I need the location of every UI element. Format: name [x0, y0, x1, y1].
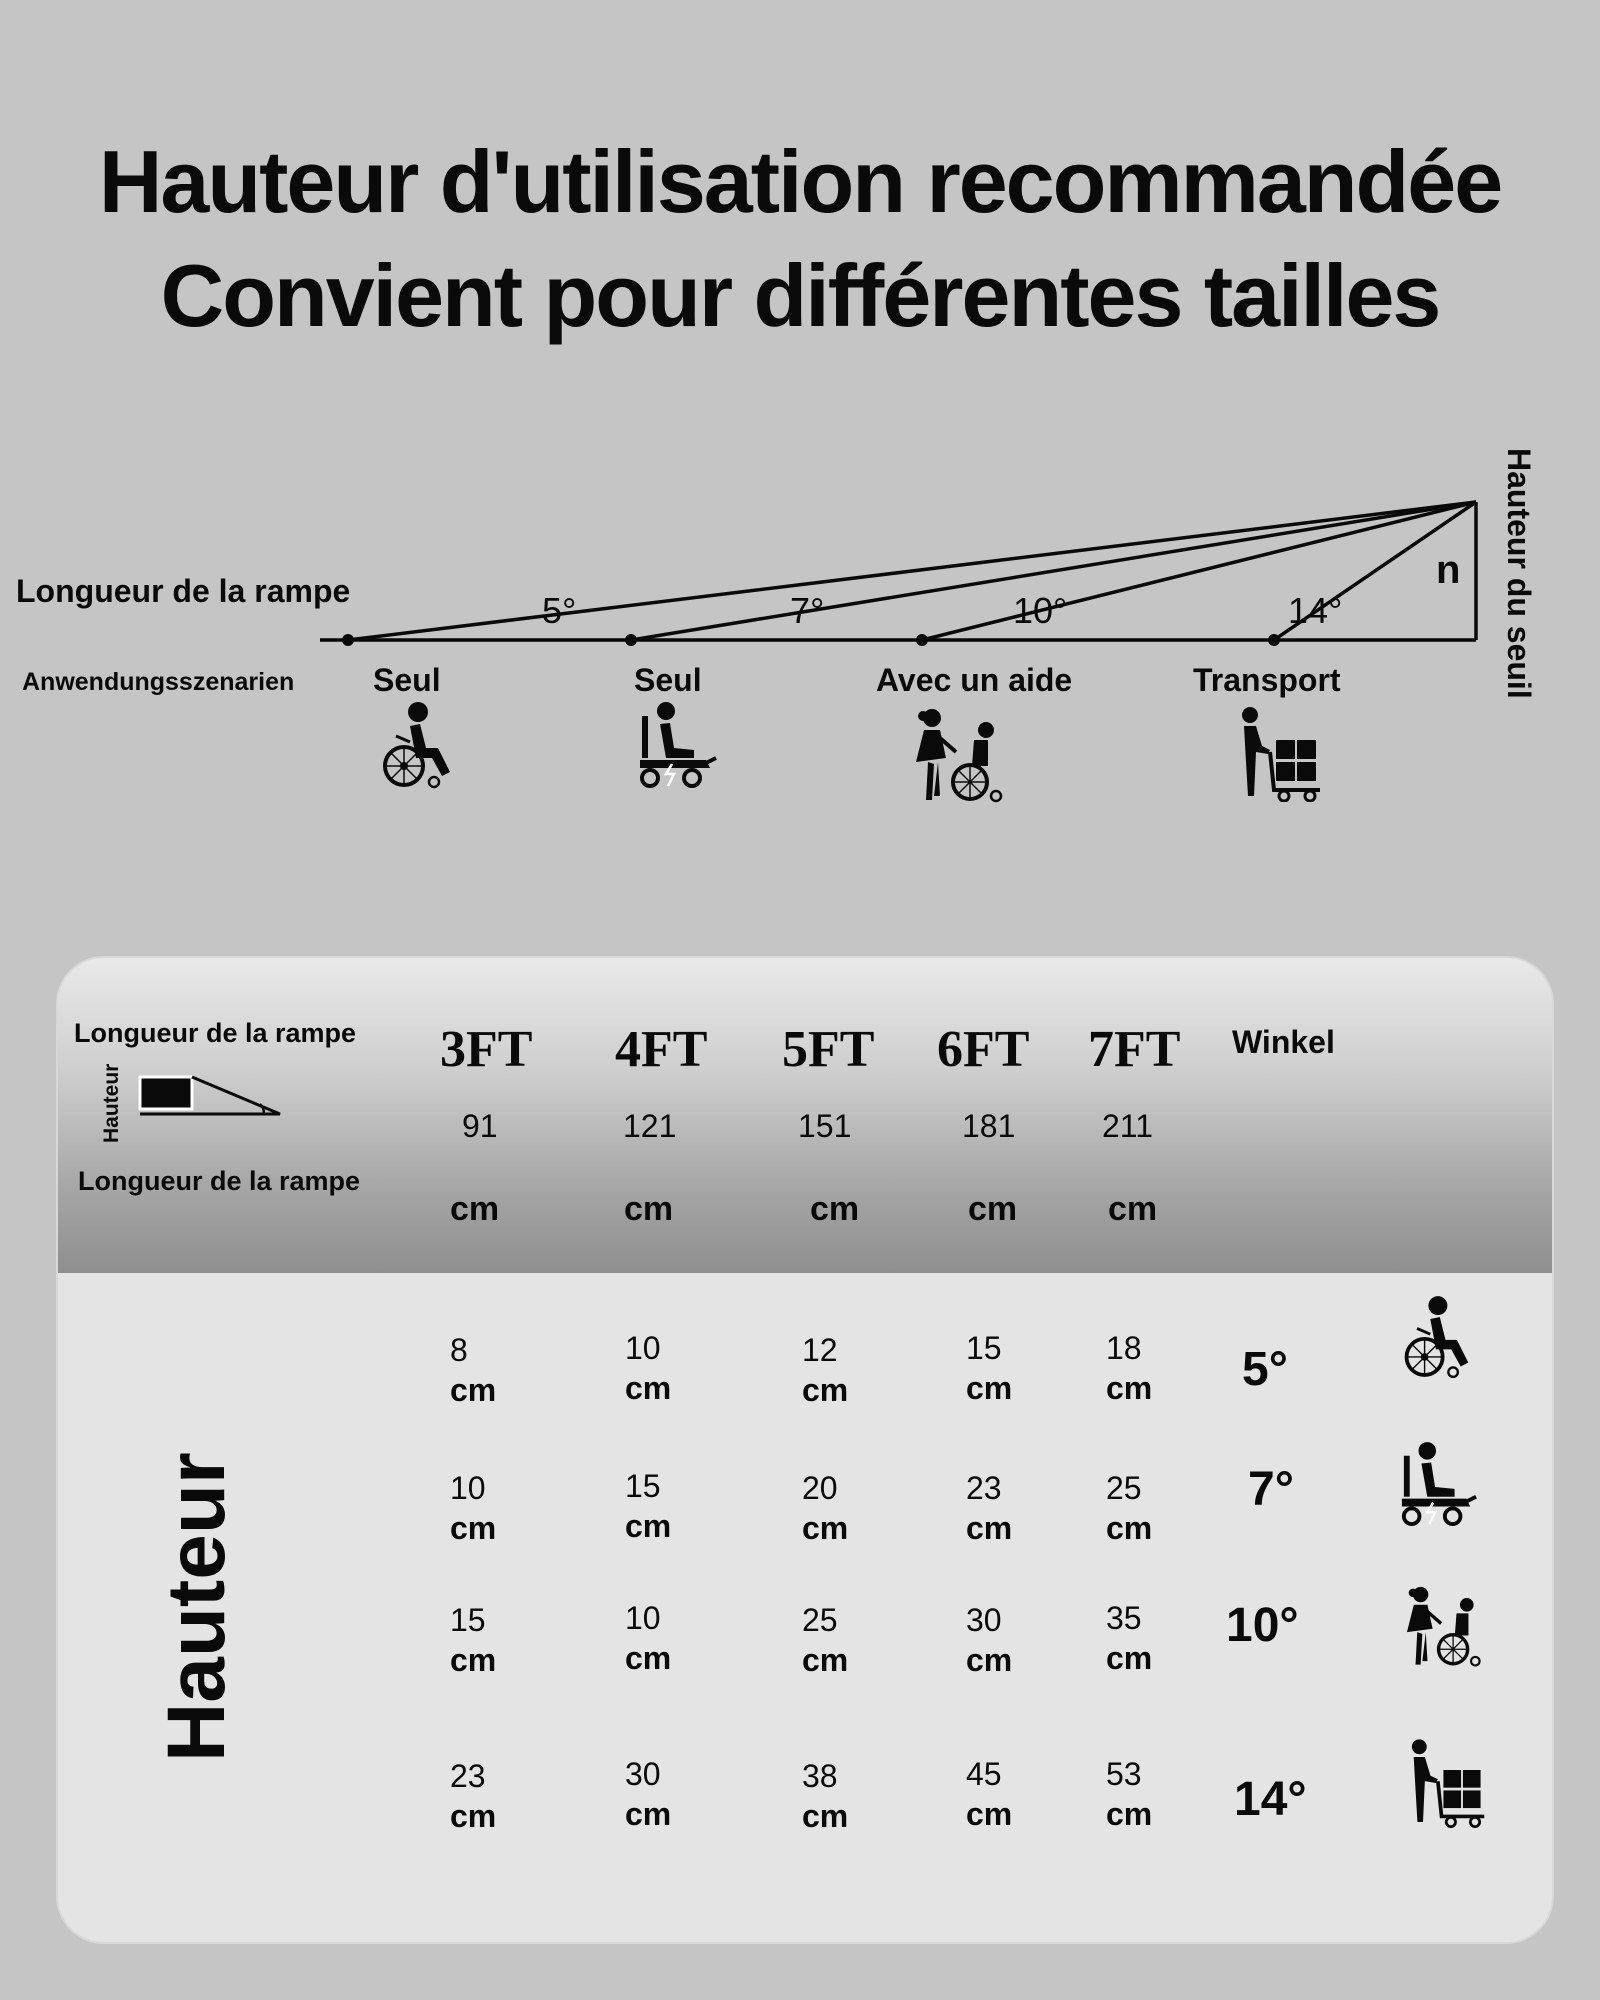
table-cell: 30 cm — [966, 1602, 1013, 1678]
electric-wheelchair-icon — [1398, 1442, 1478, 1528]
table-cell: 10 cm — [625, 1330, 672, 1406]
table-header — [58, 958, 1552, 1273]
table-cell: 15 cm — [625, 1468, 672, 1544]
col-unit-3: cm — [810, 1190, 860, 1228]
row-angle: 7° — [1248, 1463, 1294, 1516]
header-ramp-length-bottom: Longueur de la rampe — [78, 1166, 361, 1196]
header-ramp-length-top: Longueur de la rampe — [74, 1018, 357, 1048]
ramp-lines — [0, 0, 1600, 820]
ramp-line-10 — [922, 502, 1476, 640]
row-angle: 14° — [1234, 1773, 1307, 1826]
table-cell: 45 cm — [966, 1756, 1013, 1832]
table-cell: 23 cm — [450, 1758, 497, 1834]
table-cell: 12 cm — [802, 1332, 849, 1408]
col-cm-91: 91 — [462, 1108, 498, 1144]
scenario-label-alone-manual: Seul — [373, 662, 441, 698]
table-cell: 38 cm — [802, 1758, 849, 1834]
scenario-label-transport: Transport — [1193, 662, 1341, 698]
col-unit-1: cm — [450, 1190, 500, 1228]
assisted-wheelchair-icon — [908, 708, 1006, 804]
manual-wheelchair-icon — [376, 700, 456, 790]
electric-wheelchair-icon — [636, 702, 718, 790]
angle-label-14: 14° — [1288, 590, 1343, 631]
ramp-length-label: Longueur de la rampe — [16, 573, 351, 609]
angle-label-7: 7° — [790, 590, 825, 631]
height-symbol: n — [1436, 548, 1461, 592]
scenario-label-assisted: Avec un aide — [876, 662, 1073, 698]
table-cell: 15 cm — [966, 1330, 1013, 1406]
row-angle: 5° — [1242, 1343, 1288, 1396]
col-cm-151: 151 — [798, 1108, 852, 1144]
manual-wheelchair-icon — [1398, 1294, 1474, 1380]
ramp-start-dot-7 — [625, 634, 637, 646]
col-ft-7: 7FT — [1088, 1021, 1181, 1078]
page-subtitle: Convient pour différentes tailles — [160, 246, 1440, 345]
table-cell: 10 cm — [625, 1600, 672, 1676]
table-cell: 20 cm — [802, 1470, 849, 1546]
page-title: Hauteur d'utilisation recommandée — [98, 132, 1502, 231]
col-unit-4: cm — [968, 1190, 1018, 1228]
table-cell: 23 cm — [966, 1470, 1013, 1546]
scenarios-label: Anwendungsszenarien — [22, 668, 295, 696]
table-cell: 53 cm — [1106, 1756, 1153, 1832]
col-cm-121: 121 — [623, 1108, 677, 1144]
table-cell: 25 cm — [802, 1602, 849, 1678]
scenario-label-alone-electric: Seul — [634, 662, 702, 698]
col-unit-5: cm — [1108, 1190, 1158, 1228]
table-cell: 8 cm — [450, 1332, 497, 1408]
col-cm-181: 181 — [962, 1108, 1016, 1144]
hand-truck-icon — [1410, 1738, 1488, 1828]
col-ft-3: 3FT — [440, 1021, 533, 1078]
row-angle: 10° — [1226, 1599, 1299, 1652]
row-header-height: Hauteur — [151, 1452, 242, 1762]
col-ft-4: 4FT — [615, 1021, 708, 1078]
col-ft-5: 5FT — [782, 1021, 875, 1078]
height-table — [58, 958, 1552, 1942]
table-cell: 35 cm — [1106, 1600, 1153, 1676]
col-cm-211: 211 — [1102, 1108, 1154, 1144]
threshold-height-label: Hauteur du seuil — [1501, 448, 1537, 699]
table-cell: 25 cm — [1106, 1470, 1153, 1546]
table-cell: 15 cm — [450, 1602, 497, 1678]
hand-truck-icon — [1240, 706, 1324, 802]
header-height-small: Hauteur — [100, 1063, 123, 1143]
col-unit-2: cm — [624, 1190, 674, 1228]
angle-label-5: 5° — [542, 590, 577, 631]
table-cell: 10 cm — [450, 1470, 497, 1546]
col-ft-6: 6FT — [937, 1021, 1030, 1078]
angle-label-10: 10° — [1013, 590, 1068, 631]
ramp-start-dot-10 — [916, 634, 928, 646]
header-angle: Winkel — [1232, 1024, 1335, 1060]
ramp-start-dot-14 — [1268, 634, 1280, 646]
assisted-wheelchair-icon — [1400, 1586, 1484, 1668]
table-cell: 18 cm — [1106, 1330, 1153, 1406]
table-cell: 30 cm — [625, 1756, 672, 1832]
ramp-start-dot-5 — [342, 634, 354, 646]
ramp-symbol-icon — [138, 1074, 288, 1124]
